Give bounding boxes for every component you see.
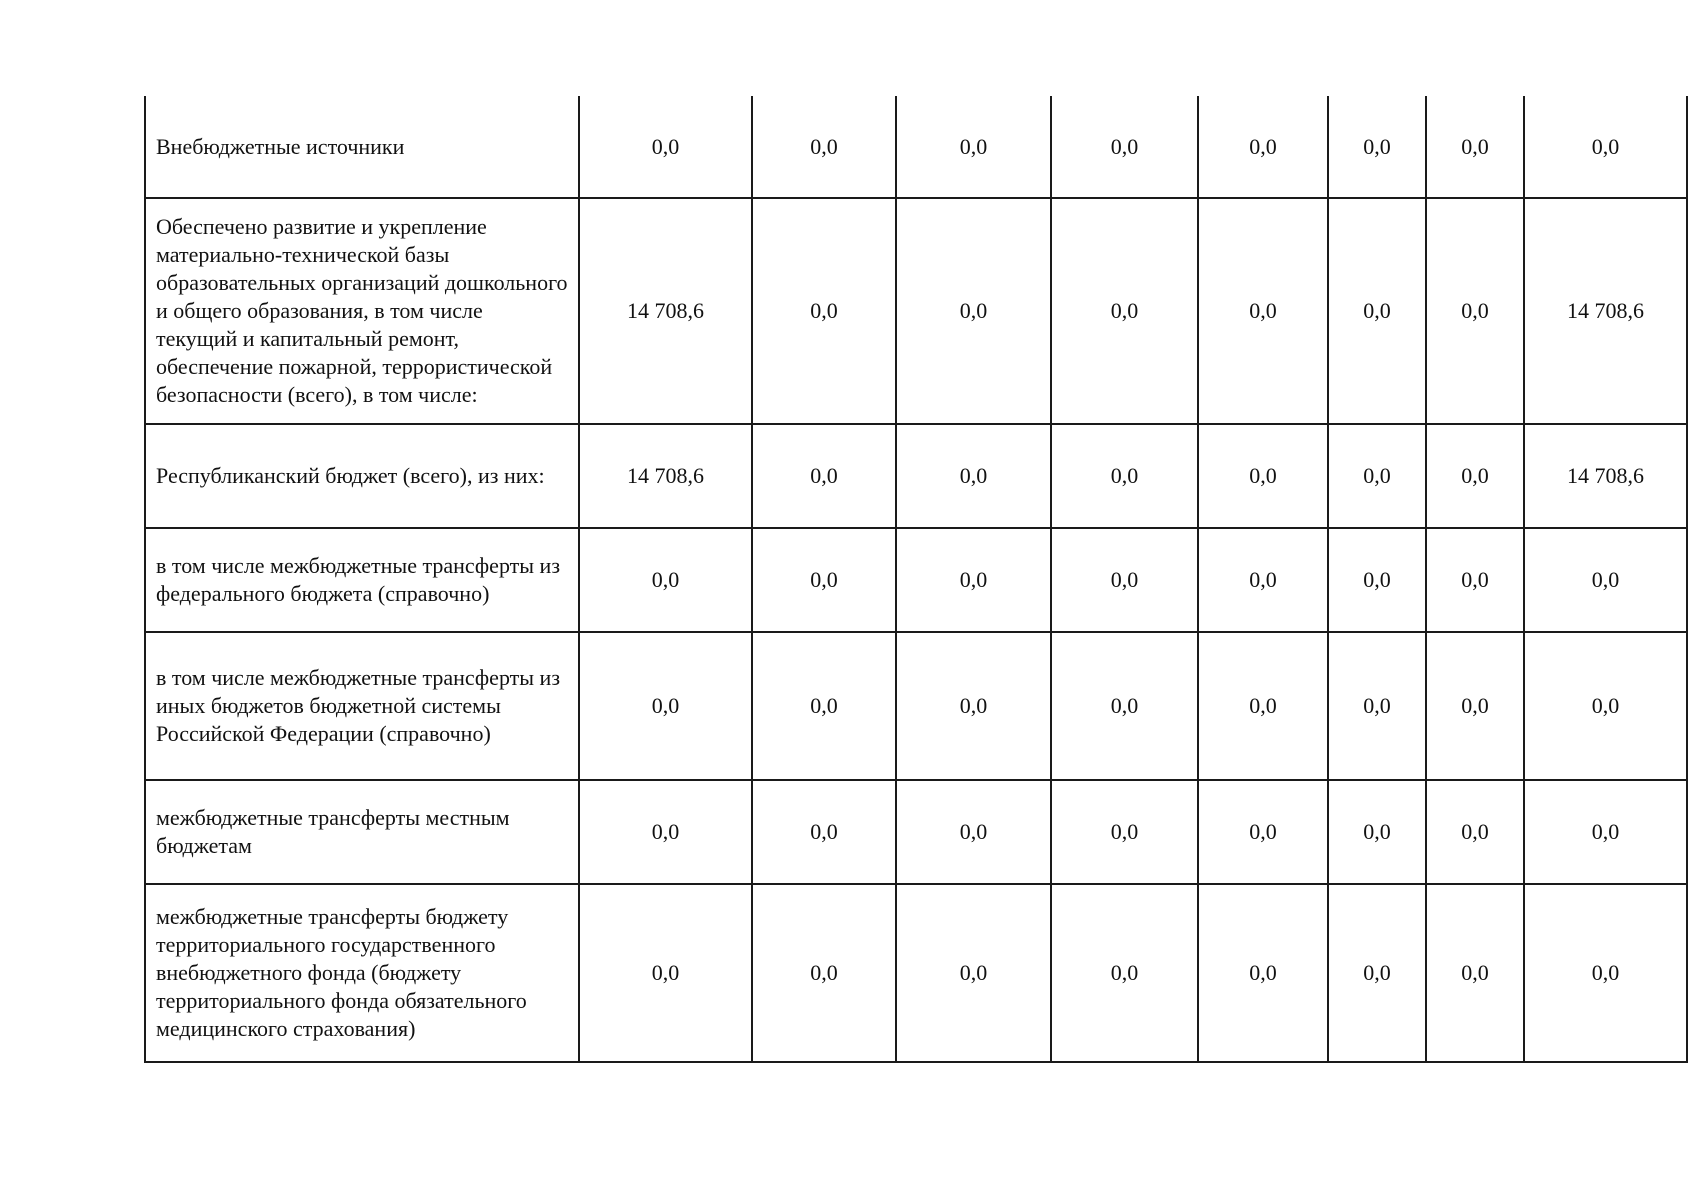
value-cell: 0,0 [579,632,752,780]
value-cell: 14 708,6 [579,424,752,528]
value-cell: 0,0 [896,884,1051,1062]
budget-table [144,96,1688,1063]
row-label: в том числе межбюджетные трансферты из иных бюджетов бюджетной системы Российской Федерации (справочно) [145,632,579,780]
value-cell: 0,0 [896,632,1051,780]
table-row [145,424,1687,528]
row-label: межбюджетные трансферты местным бюджетам [145,780,579,884]
value-cell: 0,0 [1328,528,1426,632]
row-label: Обеспечено развитие и укрепление материально-технической базы образовательных организаций дошкольного и общего образования, в том числе текущий и капитальный ремонт, обеспечение пожарной, террористической безопасности (всего), в том числе: [145,198,579,424]
value-cell: 0,0 [752,780,896,884]
value-cell: 0,0 [752,528,896,632]
value-cell: 0,0 [1198,632,1328,780]
table-row [145,884,1687,1062]
row-label: Внебюджетные источники [145,96,579,198]
value-cell: 0,0 [752,198,896,424]
value-cell: 0,0 [1051,780,1198,884]
value-cell: 0,0 [1198,198,1328,424]
value-cell: 0,0 [896,424,1051,528]
value-cell: 0,0 [752,96,896,198]
value-cell: 0,0 [1051,96,1198,198]
table-row [145,528,1687,632]
value-cell: 0,0 [1426,96,1524,198]
value-cell: 0,0 [752,424,896,528]
value-cell: 0,0 [1051,528,1198,632]
value-cell: 0,0 [1426,198,1524,424]
value-cell: 0,0 [1328,96,1426,198]
value-cell: 0,0 [752,884,896,1062]
table-row [145,780,1687,884]
table-row [145,198,1687,424]
value-cell: 0,0 [1328,198,1426,424]
value-cell: 0,0 [1198,96,1328,198]
value-cell: 0,0 [579,884,752,1062]
value-cell: 0,0 [1198,424,1328,528]
table-row [145,632,1687,780]
value-cell: 14 708,6 [1524,424,1687,528]
value-cell: 0,0 [1328,780,1426,884]
value-cell: 0,0 [1198,780,1328,884]
value-cell: 0,0 [579,780,752,884]
value-cell: 0,0 [1426,632,1524,780]
value-cell: 0,0 [896,528,1051,632]
value-cell: 0,0 [1051,632,1198,780]
value-cell: 0,0 [896,780,1051,884]
value-cell: 0,0 [896,96,1051,198]
value-cell: 0,0 [1524,528,1687,632]
value-cell: 0,0 [1426,884,1524,1062]
value-cell: 0,0 [579,96,752,198]
value-cell: 0,0 [1051,198,1198,424]
value-cell: 0,0 [1426,780,1524,884]
value-cell: 0,0 [1524,632,1687,780]
value-cell: 0,0 [1051,884,1198,1062]
row-label: в том числе межбюджетные трансферты из федерального бюджета (справочно) [145,528,579,632]
table-row [145,96,1687,198]
value-cell: 0,0 [1426,528,1524,632]
value-cell: 0,0 [579,528,752,632]
value-cell: 0,0 [1328,424,1426,528]
value-cell: 0,0 [1426,424,1524,528]
value-cell: 0,0 [1328,632,1426,780]
row-label: межбюджетные трансферты бюджету территориального государственного внебюджетного фонда (бюджету территориального фонда обязательного медицинского страхования) [145,884,579,1062]
row-label: Республиканский бюджет (всего), из них: [145,424,579,528]
value-cell: 14 708,6 [579,198,752,424]
value-cell: 0,0 [1051,424,1198,528]
value-cell: 0,0 [1198,884,1328,1062]
value-cell: 0,0 [1524,884,1687,1062]
value-cell: 14 708,6 [1524,198,1687,424]
value-cell: 0,0 [896,198,1051,424]
value-cell: 0,0 [1328,884,1426,1062]
value-cell: 0,0 [1524,780,1687,884]
value-cell: 0,0 [1198,528,1328,632]
value-cell: 0,0 [752,632,896,780]
value-cell: 0,0 [1524,96,1687,198]
